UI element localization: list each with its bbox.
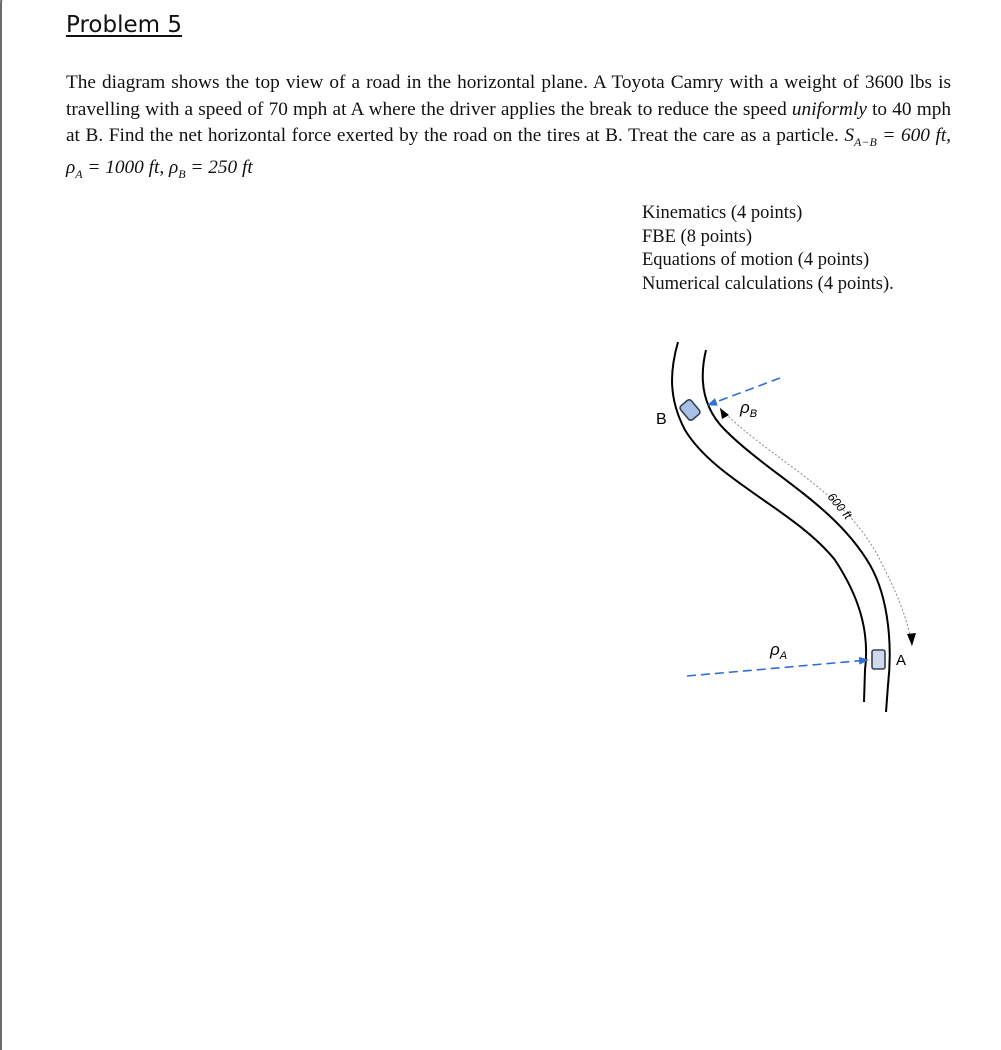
- grading-rubric: [642, 202, 894, 296]
- rubric-item-numerical: Numerical calculations (4 points).: [642, 273, 894, 294]
- problem-text-1: The diagram shows the top view of a road in the horizontal plane. A Toyota Camry with a weight of 3600 lbs is travelling with a speed of 70 mph at A where the driver applies the break to reduce the speed: [66, 72, 951, 120]
- rho-a-symbol: ρ: [66, 157, 76, 179]
- path-length-arrowhead-bottom: [907, 633, 916, 646]
- label-b: B: [656, 411, 667, 428]
- rubric-item-kinematics: Kinematics (4 points): [642, 203, 803, 223]
- car-at-a: [872, 650, 885, 669]
- rho-a-dashed-line: [687, 660, 868, 676]
- label-rho-b: $\rho_B$: [740, 398, 758, 420]
- rho-b-value: = 250 ft: [185, 157, 253, 179]
- rho-a-subscript: A: [75, 167, 83, 182]
- label-600ft: 600 ft: [824, 489, 855, 522]
- problem-title: Problem 5: [66, 12, 182, 38]
- rho-b-symbol: ρ: [169, 157, 179, 179]
- path-length-arrowhead-top: [720, 408, 729, 419]
- problem-statement: [66, 70, 951, 188]
- rho-a-value: = 1000 ft,: [82, 157, 169, 179]
- path-length-arrow: [720, 408, 912, 646]
- problem-text-2: to 40 mph at B. Find the net horizontal force exerted by the road on the tires at B. Treat the care as a particle.: [66, 98, 951, 146]
- s-subscript: A−B: [854, 134, 877, 149]
- label-rho-a: $\rho_A$: [770, 640, 788, 662]
- page-border: [0, 0, 24, 1050]
- s-value: = 600 ft,: [876, 125, 951, 146]
- car-at-b: [679, 399, 701, 422]
- road-diagram: [630, 330, 930, 720]
- rubric-item-fbe: FBE (8 points): [642, 226, 752, 247]
- problem-emphasis: uniformly: [791, 98, 867, 120]
- rho-b-subscript: B: [178, 167, 186, 182]
- label-a: A: [896, 652, 907, 669]
- rubric-item-equations: Equations of motion (4 points): [642, 250, 870, 270]
- s-symbol: S: [844, 125, 855, 146]
